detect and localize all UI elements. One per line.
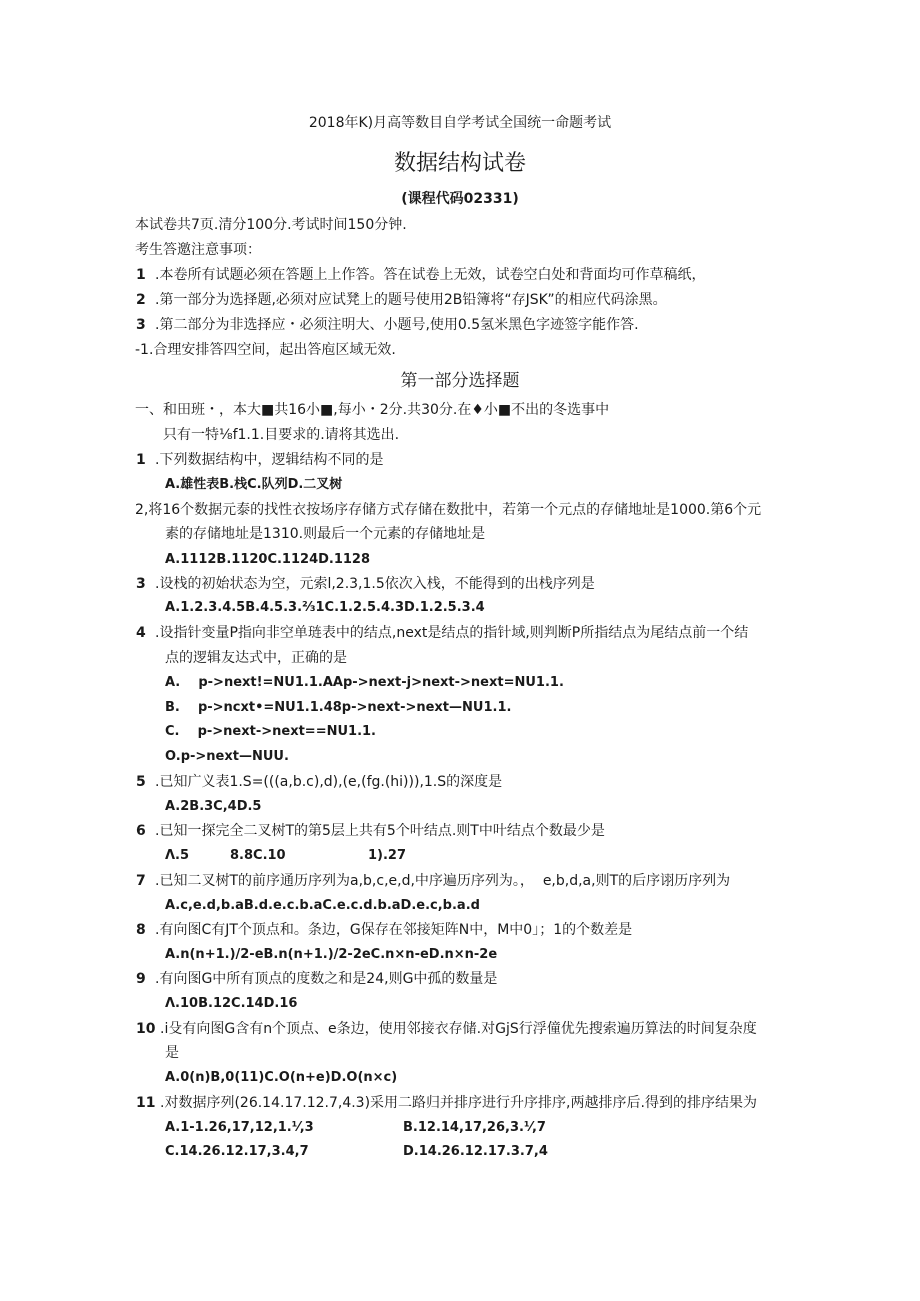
question-options: A.n(n+1.)/2-eB.n(n+1.)/2-2eC.n×n-eD.n×n-2e: [165, 947, 498, 962]
question-stem-cont: 素的存储地址是1310.则最后一个元素的存储地址是: [165, 526, 486, 542]
question-option: C.14.26.12.17,3.4,7: [165, 1144, 309, 1159]
note-number: 3: [136, 317, 146, 333]
question-number: 10: [136, 1021, 156, 1037]
intro-line-1: 本试卷共7页.清分100分.考试时间150分钟.: [135, 217, 407, 233]
part1-instruction: 一、和田班・，本大■共16小■,每小・2分.共30分.在♦小■不出的冬选事中: [135, 402, 610, 418]
question-option: A. p->next!=NU1.1.AAp->next-j>next->next=NU1.1.: [165, 675, 564, 690]
question-number: 1: [136, 452, 146, 468]
question-number: 8: [136, 922, 146, 938]
question-number: 7: [136, 873, 146, 889]
course-code: (课程代码02331): [401, 191, 519, 207]
exam-header-line: 2018年K)月高等数目自学考试全国统一命题考试: [308, 115, 612, 131]
question-options: A.1.2.3.4.5B.4.5.3.⅔1C.1.2.5.4.3D.1.2.5.3.4: [165, 600, 485, 615]
question-stem: 2,将16个数据元泰的找性衣按场序存储方式存储在数批中，若第一个元点的存储地址是1000.第6个元: [135, 502, 762, 518]
question-stem: .有向图G中所有顶点的度数之和是24,则G中孤的数量是: [155, 971, 498, 987]
question-option: 8.8C.10: [230, 848, 286, 863]
question-option: B.12.14,17,26,3.⅟,7: [403, 1120, 546, 1135]
question-number: 6: [136, 823, 146, 839]
question-option: O.p->next—NUU.: [165, 749, 289, 764]
question-number: 9: [136, 971, 146, 987]
question-option: A.1-1.26,17,12,1.⅟,3: [165, 1120, 314, 1135]
question-stem: .设指针变量P指向非空单琏表中的结点,next是结点的指针域,则判断P所指结点为尾结点前一个结: [155, 625, 749, 641]
question-stem-cont: 是: [165, 1045, 179, 1061]
question-option: D.14.26.12.17.3.7,4: [403, 1144, 548, 1159]
question-number: 5: [136, 774, 146, 790]
question-number: 11: [136, 1095, 156, 1111]
question-stem: .已知二叉树T的前序通历序列为a,b,c,e,d,中序遍历序列为。， e,b,d,a,则T的后序诩历序列为: [155, 873, 731, 889]
question-stem: .已知广义表1.S=(((a,b.c),d),(e,(fg.(hi))),1.S的深度是: [155, 774, 503, 790]
page-title: 数据结构试卷: [393, 151, 526, 176]
question-options: Λ.10B.12C.14D.16: [165, 996, 298, 1011]
question-stem: .设栈的初始状态为空，元索l,2.3,1.5依次入栈，不能得到的出栈序列是: [155, 576, 595, 592]
question-stem: .对数据序列(26.14.17.12.7,4.3)采用二路归并排序进行升序排序,两越排序后.得到的排序结果为: [160, 1095, 757, 1111]
question-options: A.1112B.1120C.1124D.1128: [165, 552, 371, 567]
question-option: 1).27: [368, 848, 407, 863]
part1-instruction: 只有一特⅛f1.1.目要求的.请将其选出.: [163, 427, 400, 443]
question-stem: .有向图C有JT个顶点和。条边，G保存在邻接矩阵N中，M中0」；1的个数差是: [155, 922, 633, 938]
question-option: C. p->next->next==NU1.1.: [165, 724, 376, 739]
note-text: -1.合理安排答四空间，起出答庖区域无效.: [135, 342, 396, 358]
question-stem: .i殳有向图G含有n个顶点、e条边，使用邻接衣存储.对GjS行浮僮优先搜索遍历算法的时间复杂度: [160, 1021, 757, 1037]
question-stem: .已知一探完全二叉树T的第5层上共有5个叶结点.则T中叶结点个数最少是: [155, 823, 605, 839]
part1-title: 第一部分选择题: [400, 371, 520, 391]
note-text: .第二部分为非选择应・必须注明大、小题号,使用0.5氢米黑色字迹签字能作答.: [155, 317, 639, 333]
question-options: A.0(n)B,0(11)C.O(n+e)D.O(n×c): [165, 1070, 398, 1085]
question-stem: .下列数据结构中，逻辑结构不同的是: [155, 452, 384, 468]
question-option: B. p->ncxt•=NU1.1.48p->next->next—NU1.1.: [165, 700, 512, 715]
question-options: A.c,e.d,b.aB.d.e.c.b.aC.e.c.d.b.aD.e.c,b.a.d: [165, 898, 480, 913]
question-stem-cont: 点的逻辑友达式中，正确的是: [165, 650, 347, 666]
note-text: .第一部分为选择题,必须对应试凳上的题号使用2B铅簿将“存JSK”的相应代码涂黑。: [155, 292, 667, 308]
note-number: 2: [136, 292, 146, 308]
question-options: A.2B.3C,4D.5: [165, 799, 262, 814]
intro-line-2: 考生答邀注意事项：: [135, 242, 261, 258]
note-number: 1: [136, 267, 146, 283]
question-options: A.雄性表B.栈C.队列D.二叉树: [165, 477, 343, 492]
question-number: 3: [136, 576, 146, 592]
question-option: Λ.5: [165, 848, 190, 863]
note-text: .本卷所有试题必须在答题上上作答。答在试卷上无效，试卷空白处和背面均可作草稿纸，: [155, 267, 706, 283]
question-number: 4: [136, 625, 146, 641]
